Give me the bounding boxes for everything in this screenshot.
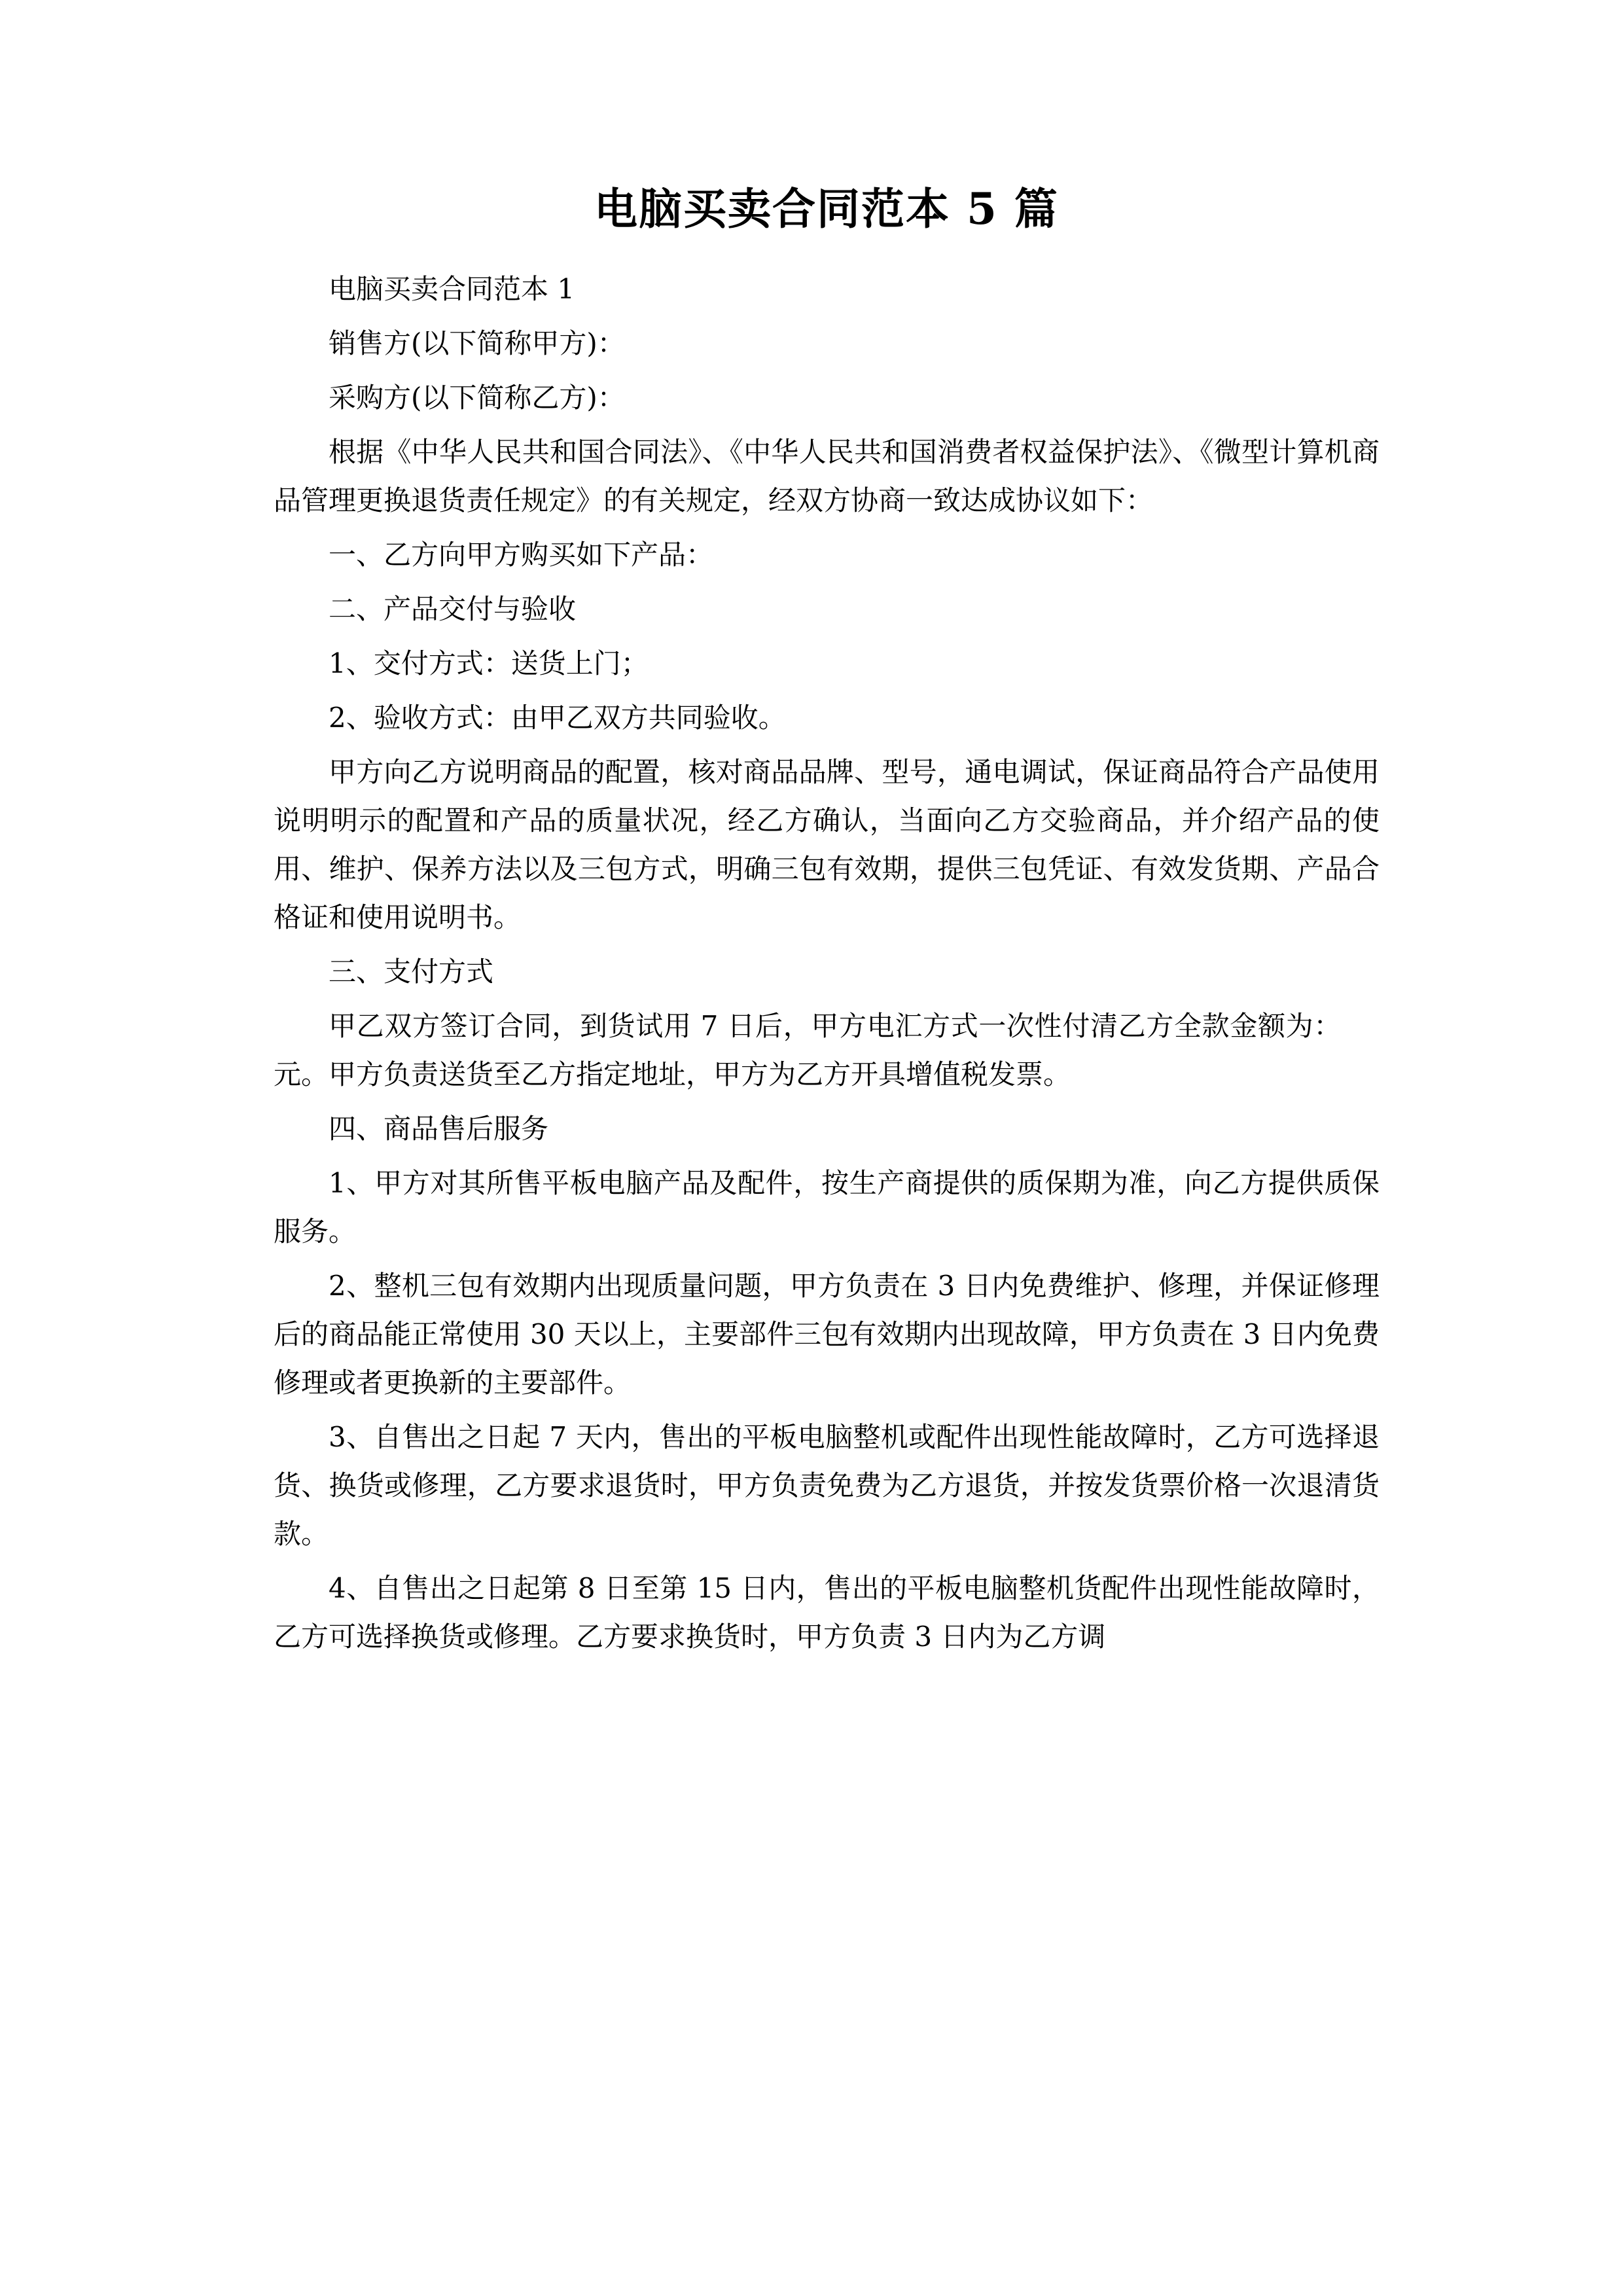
payment-prefix-text: 甲乙双方签订合同，到货试用 7 日后，甲方电汇方式一次性付清乙方全款金额为：: [329, 1009, 1342, 1042]
paragraph-product-inspection: 甲方向乙方说明商品的配置，核对商品品牌、型号，通电调试，保证商品符合产品使用说明明示的配置和产品的质量状况，经乙方确认，当面向乙方交验商品，并介绍产品的使用、维护、保养方法以及三包方式，明确三包有效期，提供三包凭证、有效发货期、产品合格证和使用说明书。: [274, 755, 1380, 933]
paragraph-warranty-item-1: 1、甲方对其所售平板电脑产品及配件，按生产商提供的质保期为准，向乙方提供质保服务。: [274, 1166, 1380, 1247]
document-body: [274, 265, 1380, 1661]
paragraph-warranty-item-4: 4、自售出之日起第 8 日至第 15 日内，售出的平板电脑整机货配件出现性能故障时，乙方可选择换货或修理。乙方要求换货时，甲方负责 3 日内为乙方调: [274, 1571, 1380, 1653]
paragraph-sample-heading: 电脑买卖合同范本 1: [329, 272, 575, 305]
paragraph-section-two: 二、产品交付与验收: [329, 592, 577, 625]
document-content: [274, 0, 1380, 1661]
paragraph-seller-party: 销售方(以下简称甲方)：: [329, 327, 625, 359]
paragraph-payment-terms: [274, 1002, 1380, 1099]
page-title: 电脑买卖合同范本 5 篇: [594, 183, 1059, 234]
paragraph-legal-basis: 根据《中华人民共和国合同法》、《中华人民共和国消费者权益保护法》、《微型计算机商品管理更换退货责任规定》的有关规定，经双方协商一致达成协议如下：: [274, 435, 1380, 516]
paragraph-section-three: 三、支付方式: [329, 955, 494, 988]
paragraph-delivery-method: 1、交付方式：送货上门；: [329, 647, 649, 679]
paragraph-warranty-item-2: 2、整机三包有效期内出现质量问题，甲方负责在 3 日内免费维护、修理，并保证修理后的商品能正常使用 30 天以上，主要部件三包有效期内出现故障，甲方负责在 3 日内免费修理或者更换新的主要部件。: [274, 1269, 1380, 1399]
paragraph-section-four: 四、商品售后服务: [329, 1112, 549, 1145]
payment-suffix-text: 元。甲方负责送货至乙方指定地址，甲方为乙方开具增值税发票。: [274, 1058, 1071, 1090]
paragraph-section-one: 一、乙方向甲方购买如下产品：: [329, 538, 714, 571]
paragraph-warranty-item-3: 3、自售出之日起 7 天内，售出的平板电脑整机或配件出现性能故障时，乙方可选择退货、换货或修理，乙方要求退货时，甲方负责免费为乙方退货，并按发货票价格一次退清货款。: [274, 1420, 1380, 1550]
paragraph-acceptance-method: 2、验收方式：由甲乙双方共同验收。: [329, 701, 786, 734]
paragraph-buyer-party: 采购方(以下简称乙方)：: [329, 381, 625, 414]
